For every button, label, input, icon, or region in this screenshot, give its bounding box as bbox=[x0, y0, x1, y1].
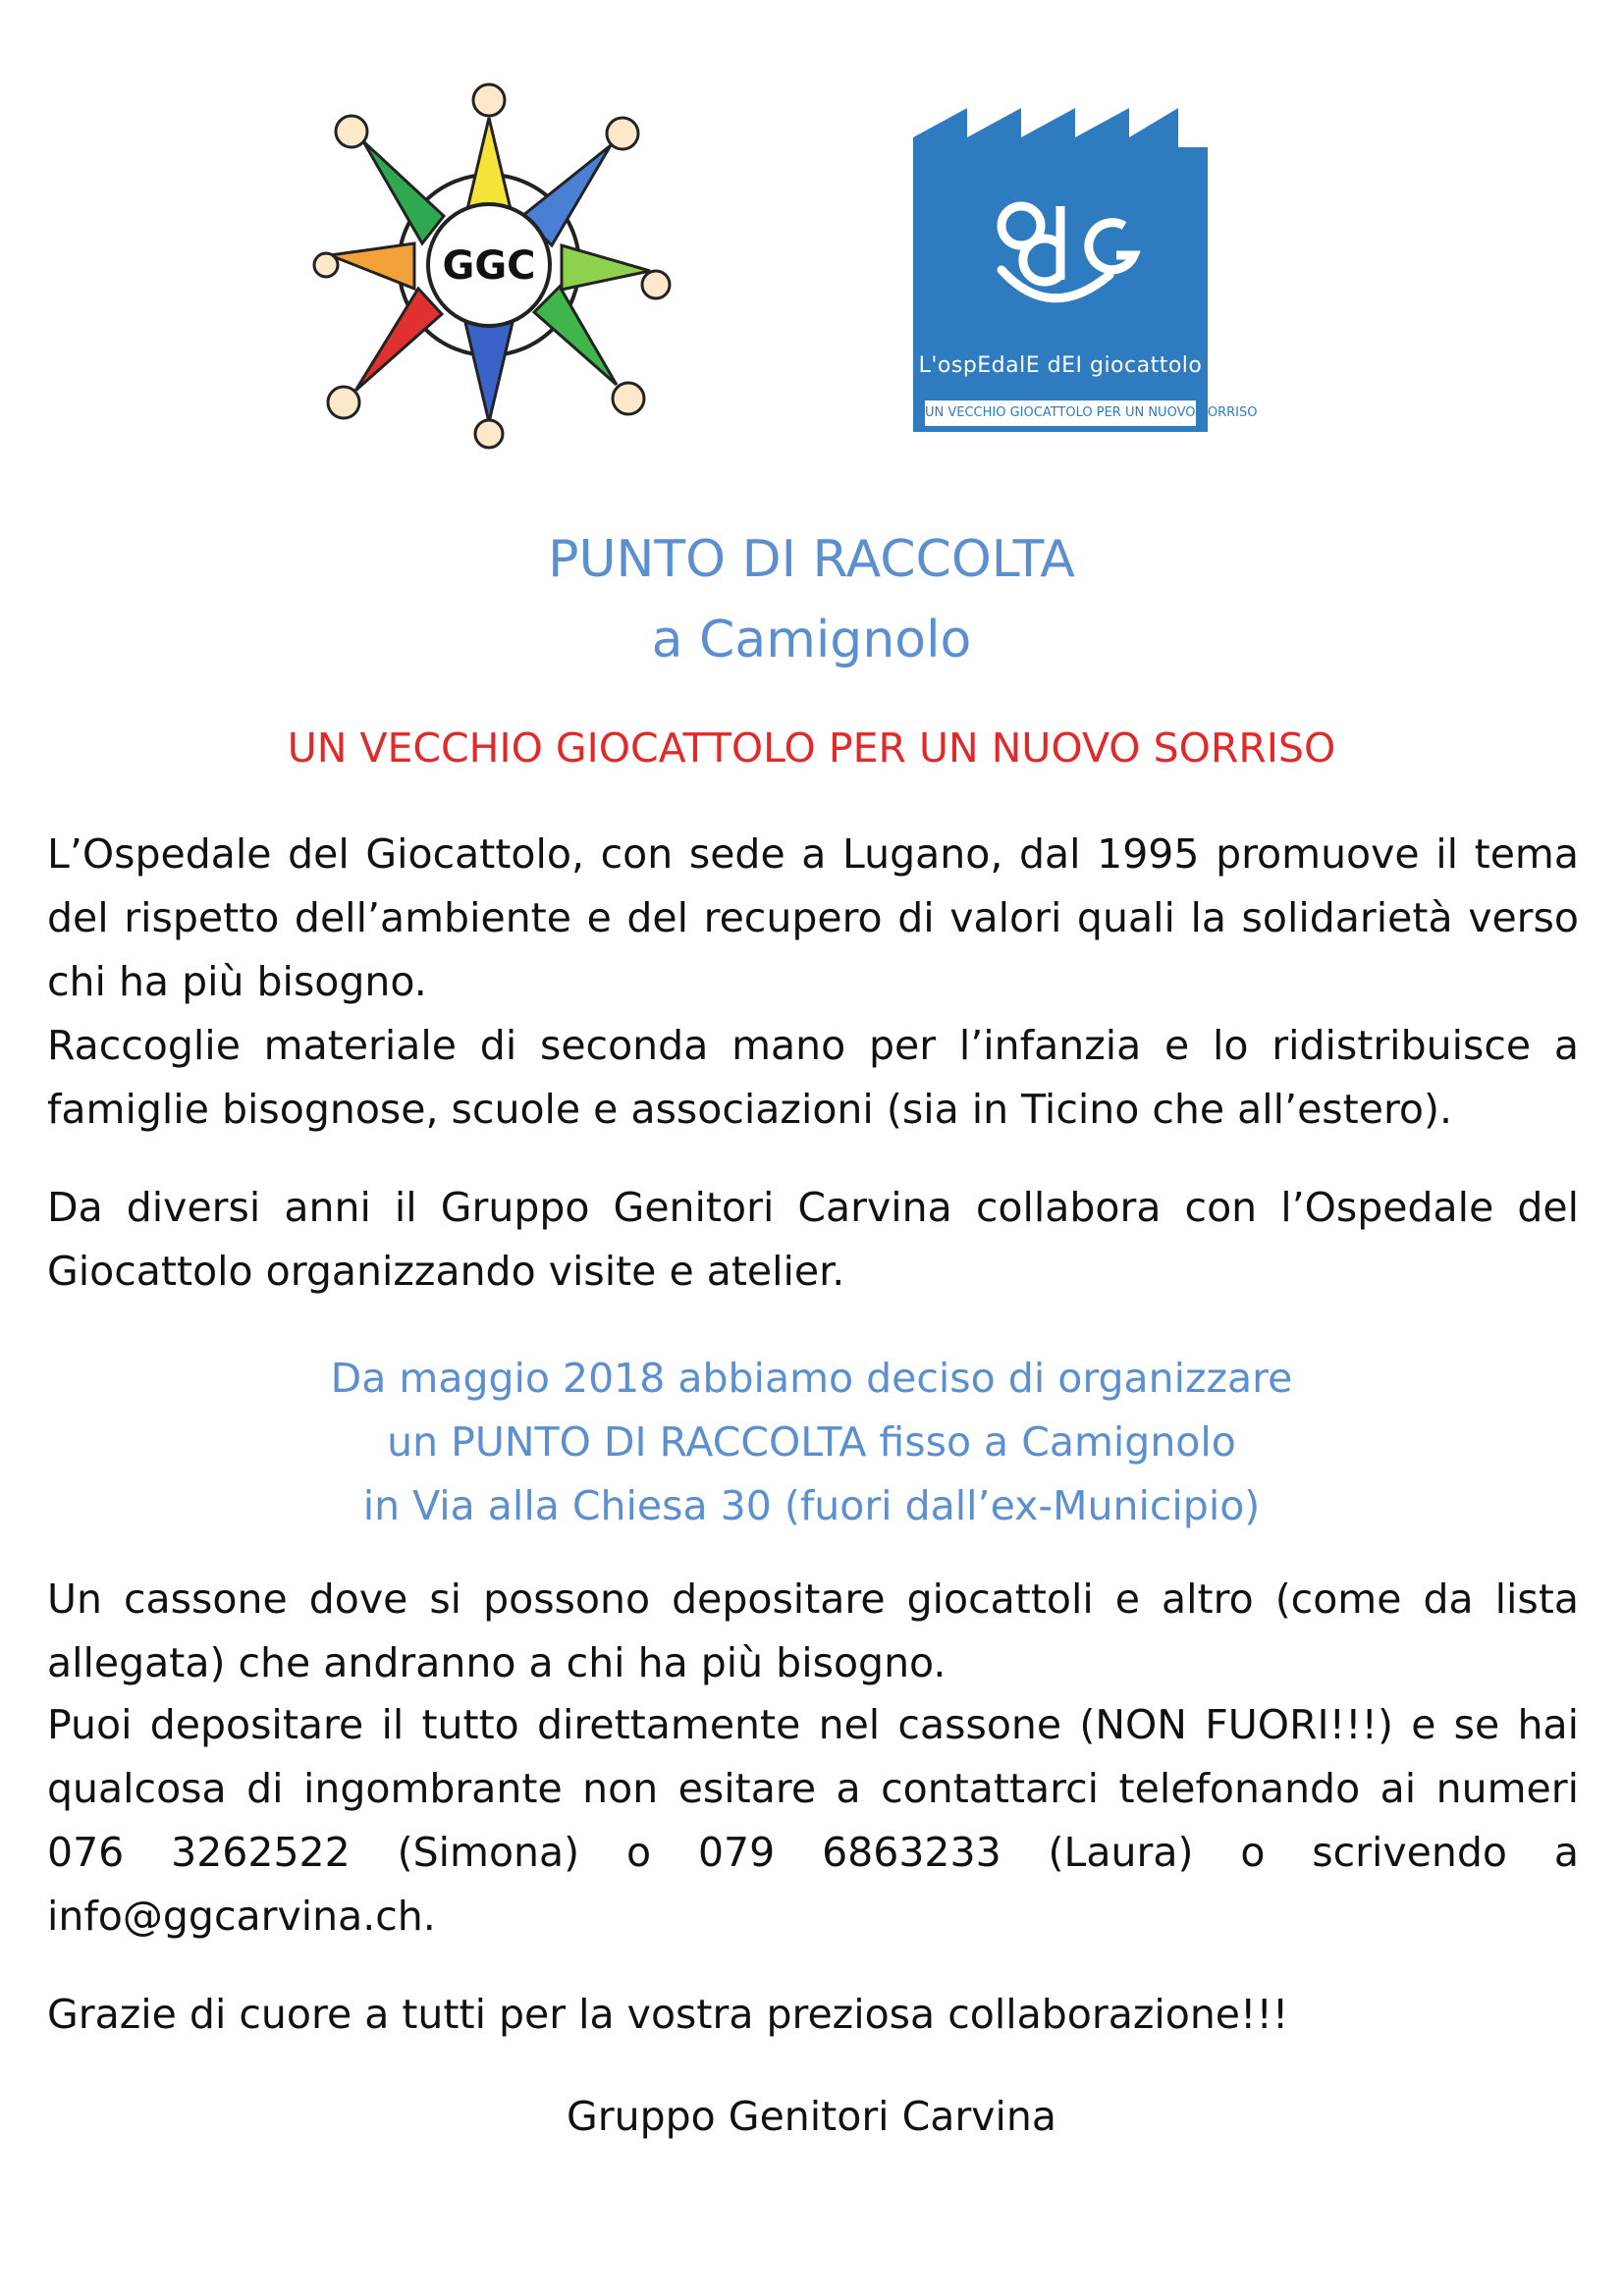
page-title: PUNTO DI RACCOLTA bbox=[548, 530, 1075, 589]
cassone-paragraph: Un cassone dove si possono depositare giocattoli e altro (come da lista allegata) che andranno a chi ha più bisogno. bbox=[47, 1575, 1579, 1686]
collection-point-highlight bbox=[0, 1347, 1623, 1538]
odg-logo-tagline: UN VECCHIO GIOCATTOLO PER UN NUOVO SORRISO bbox=[925, 400, 1196, 426]
ggc-logo-text: GGC bbox=[442, 243, 536, 289]
highlight-line-3: in Via alla Chiesa 30 (fuori dall’ex-Municipio) bbox=[362, 1482, 1261, 1529]
signature: Gruppo Genitori Carvina bbox=[567, 2093, 1056, 2140]
deposit-paragraph: Puoi depositare il tutto direttamente nel cassone (NON FUORI!!!) e se hai qualcosa di ingombrante non esitare a contattarci telefonando ai numeri 076 3262522 (Simona) o 079 6863233 (Laura) o scrivendo a info@ggcarvina.ch. bbox=[47, 1701, 1579, 1940]
collaboration-paragraph: Da diversi anni il Gruppo Genitori Carvina collabora con l’Ospedale del Giocattolo organizzando visite e atelier. bbox=[47, 1184, 1579, 1295]
odg-logo bbox=[913, 108, 1258, 432]
highlight-line-2: un PUNTO DI RACCOLTA fisso a Camignolo bbox=[387, 1418, 1236, 1466]
highlight-line-1: Da maggio 2018 abbiamo deciso di organizzare bbox=[330, 1355, 1293, 1402]
page-subtitle: a Camignolo bbox=[651, 611, 972, 669]
ggc-logo bbox=[316, 79, 662, 452]
intro-paragraph-1: L’Ospedale del Giocattolo, con sede a Lugano, dal 1995 promuove il tema del rispetto dell’ambiente e del recupero di valori quali la solidarietà verso chi ha più bisogno. bbox=[47, 830, 1579, 1005]
slogan: UN VECCHIO GIOCATTOLO PER UN NUOVO SORRISO bbox=[287, 724, 1336, 772]
odg-logo-name: L'ospEdalE dEI giocattolo bbox=[918, 353, 1203, 378]
intro-paragraph-2: Raccoglie materiale di seconda mano per l’infanzia e lo ridistribuisce a famiglie bisognose, scuole e associazioni (sia in Ticino che all’estero). bbox=[47, 1022, 1579, 1133]
thanks-paragraph: Grazie di cuore a tutti per la vostra preziosa collaborazione!!! bbox=[47, 1991, 1289, 2038]
